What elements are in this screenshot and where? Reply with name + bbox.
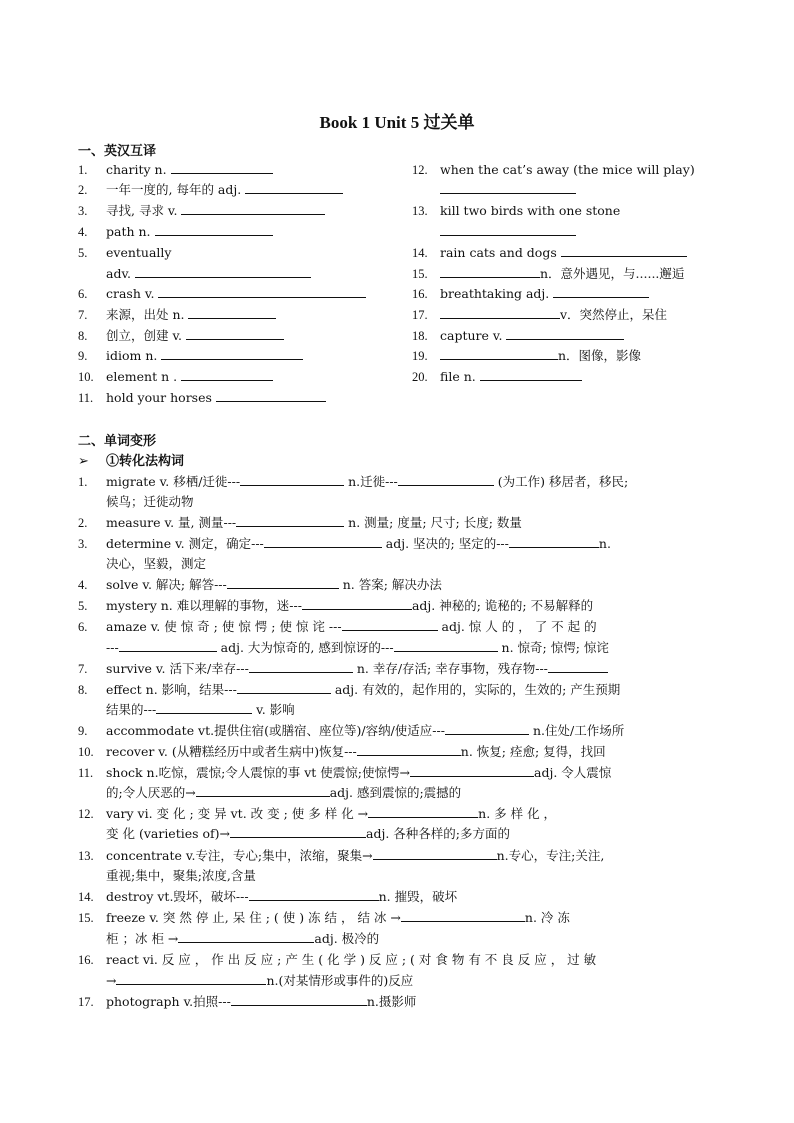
answer-blank[interactable] xyxy=(249,888,379,901)
answer-blank[interactable] xyxy=(506,327,624,340)
answer-blank[interactable] xyxy=(368,805,478,818)
answer-blank[interactable] xyxy=(158,285,366,298)
list-item: 10. recover v. (从糟糕经历中或者生病中)恢复--- n. 恢复; 痊愈; 复得，找回 xyxy=(78,744,606,759)
answer-blank[interactable] xyxy=(116,972,266,985)
list-item: 1. charity n. xyxy=(78,160,273,180)
page-title: Book 1 Unit 5 过关单 xyxy=(319,113,475,132)
answer-blank[interactable] xyxy=(445,722,529,735)
list-item: 8. 创立，创建 v. xyxy=(78,326,284,346)
list-item: 14. rain cats and dogs xyxy=(412,243,687,263)
answer-blank[interactable] xyxy=(216,389,326,402)
answer-blank[interactable] xyxy=(342,618,438,631)
list-item xyxy=(412,222,576,242)
list-item: 10. element n . xyxy=(78,367,273,387)
list-item-continued: 的;令人厌恶的→ adj. 感到震惊的;震撼的 xyxy=(106,785,462,800)
list-item: 9. accommodate vt.提供住宿(或膳宿、座位等)/容纳/使适应--- n.住处/工作场所 xyxy=(78,723,625,738)
list-item-continued: 结果的--- v. 影响 xyxy=(106,702,295,717)
list-item-continued: 柜 ；冰 柜 → adj. 极冷的 xyxy=(106,931,380,946)
list-item: 6. amaze v. 使 惊 奇 ; 使 惊 愕 ; 使 惊 诧 --- adj. 惊 人 的 ， 了 不 起 的 xyxy=(78,619,597,634)
answer-blank[interactable] xyxy=(161,347,303,360)
list-item: 18. capture v. xyxy=(412,326,624,346)
list-item: 11. shock n.吃惊，震惊;令人震惊的事 vt 使震惊;使惊愕→ adj. 令人震惊 xyxy=(78,765,612,780)
list-item: 2. 一年一度的, 每年的 adj. xyxy=(78,180,343,200)
section-heading-translation: 一、英汉互译 xyxy=(78,144,157,159)
answer-blank[interactable] xyxy=(186,327,284,340)
list-item: 17. photograph v.拍照--- n.摄影师 xyxy=(78,994,417,1009)
list-item: 15. freeze v. 突 然 停 止, 呆 住 ; ( 使 ) 冻 结 ， 结 冰 → n. 冷 冻 xyxy=(78,910,570,925)
answer-blank[interactable] xyxy=(171,161,273,174)
answer-blank[interactable] xyxy=(188,306,276,319)
answer-blank[interactable] xyxy=(440,306,560,319)
list-item: 12. when the cat’s away (the mice will play) xyxy=(412,162,695,177)
arrow-bullet-icon: ➢ xyxy=(78,453,89,468)
answer-blank[interactable] xyxy=(440,265,540,278)
answer-blank[interactable] xyxy=(410,764,534,777)
answer-blank[interactable] xyxy=(373,847,497,860)
answer-blank[interactable] xyxy=(119,639,217,652)
list-item: 3. determine v. 测定，确定--- adj. 坚决的; 坚定的--- n. xyxy=(78,536,611,551)
answer-blank[interactable] xyxy=(156,701,252,714)
answer-blank[interactable] xyxy=(440,347,558,360)
list-item: 17. v．突然停止，呆住 xyxy=(412,307,668,322)
list-item: 16. react vi. 反 应 ， 作 出 反 应 ; 产 生 ( 化 学 ) 反 应 ; ( 对 食 物 有 不 良 反 应 ， 过 敏 xyxy=(78,952,597,967)
answer-blank[interactable] xyxy=(357,743,461,756)
answer-blank[interactable] xyxy=(440,181,576,194)
list-item: 2. measure v. 量, 测量--- n. 测量; 度量; 尺寸; 长度; 数量 xyxy=(78,515,522,530)
list-item-continued: 变 化 (varieties of)→ adj. 各种各样的;多方面的 xyxy=(106,826,511,841)
answer-blank[interactable] xyxy=(237,681,331,694)
list-item: 20. file n. xyxy=(412,367,582,387)
list-item: 7. survive v. 活下来/幸存--- n. 幸存/存活; 幸存事物，残存物--- xyxy=(78,659,608,679)
answer-blank[interactable] xyxy=(480,368,582,381)
answer-blank[interactable] xyxy=(181,202,325,215)
answer-blank[interactable] xyxy=(249,660,353,673)
answer-blank[interactable] xyxy=(440,223,576,236)
list-item: 19. n．图像，影像 xyxy=(412,348,642,363)
list-item: 6. crash v. xyxy=(78,284,366,304)
answer-blank[interactable] xyxy=(553,285,649,298)
list-item xyxy=(412,180,576,200)
list-item-continued: 决心，坚毅，测定 xyxy=(106,556,207,571)
answer-blank[interactable] xyxy=(401,909,525,922)
list-item: 3. 寻找, 寻求 v. xyxy=(78,201,325,221)
section-heading-word-forms: 二、单词变形 xyxy=(78,434,157,449)
answer-blank[interactable] xyxy=(240,473,344,486)
list-item: 13. kill two birds with one stone xyxy=(412,203,621,218)
list-item-continued: --- adj. 大为惊奇的, 感到惊讶的--- n. 惊奇; 惊愕; 惊诧 xyxy=(106,640,609,655)
list-item: 5. eventually xyxy=(78,245,172,260)
list-item-continued: → n.(对某情形或事件的)反应 xyxy=(106,973,414,988)
list-item: 12. vary vi. 变 化 ; 变 异 vt. 改 变 ; 使 多 样 化 → n. 多 样 化 ， xyxy=(78,806,557,821)
list-item: adv. xyxy=(78,264,311,284)
answer-blank[interactable] xyxy=(181,368,273,381)
answer-blank[interactable] xyxy=(302,597,412,610)
list-item: 9. idiom n. xyxy=(78,346,303,366)
list-item: 5. mystery n. 难以理解的事物，迷--- adj. 神秘的; 诡秘的; 不易解释的 xyxy=(78,598,594,613)
answer-blank[interactable] xyxy=(398,473,494,486)
answer-blank[interactable] xyxy=(561,244,687,257)
list-item: 13. concentrate v.专注，专心;集中，浓缩，聚集→ n.专心，专注;关注, xyxy=(78,848,605,863)
list-item: 15. n．意外遇见，与......邂逅 xyxy=(412,266,685,281)
answer-blank[interactable] xyxy=(509,535,599,548)
list-item: 16. breathtaking adj. xyxy=(412,284,649,304)
answer-blank[interactable] xyxy=(394,639,498,652)
answer-blank[interactable] xyxy=(155,223,273,236)
answer-blank[interactable] xyxy=(196,784,330,797)
list-item: 11. hold your horses xyxy=(78,388,326,408)
list-item: 1. migrate v. 移栖/迁徙--- n.迁徙--- (为工作) 移居者，移民; xyxy=(78,474,629,489)
list-item: 14. destroy vt.毁坏，破坏--- n. 摧毁，破坏 xyxy=(78,889,458,904)
list-item-continued: 候鸟；迁徙动物 xyxy=(106,494,194,509)
answer-blank[interactable] xyxy=(230,825,366,838)
answer-blank[interactable] xyxy=(548,660,608,673)
list-item: 4. path n. xyxy=(78,222,273,242)
answer-blank[interactable] xyxy=(231,993,367,1006)
list-item: 8. effect n. 影响，结果--- adj. 有效的，起作用的，实际的，生效的; 产生预期 xyxy=(78,682,621,697)
list-item: 4. solve v. 解决; 解答--- n. 答案; 解决办法 xyxy=(78,577,442,592)
answer-blank[interactable] xyxy=(178,930,314,943)
answer-blank[interactable] xyxy=(227,576,339,589)
list-item-continued: 重视;集中，聚集;浓度,含量 xyxy=(106,868,256,883)
list-item: 7. 来源，出处 n. xyxy=(78,305,276,325)
answer-blank[interactable] xyxy=(135,265,311,278)
answer-blank[interactable] xyxy=(245,181,343,194)
subheading: ➢ ①转化法构词 xyxy=(78,453,185,469)
answer-blank[interactable] xyxy=(236,514,344,527)
answer-blank[interactable] xyxy=(264,535,382,548)
